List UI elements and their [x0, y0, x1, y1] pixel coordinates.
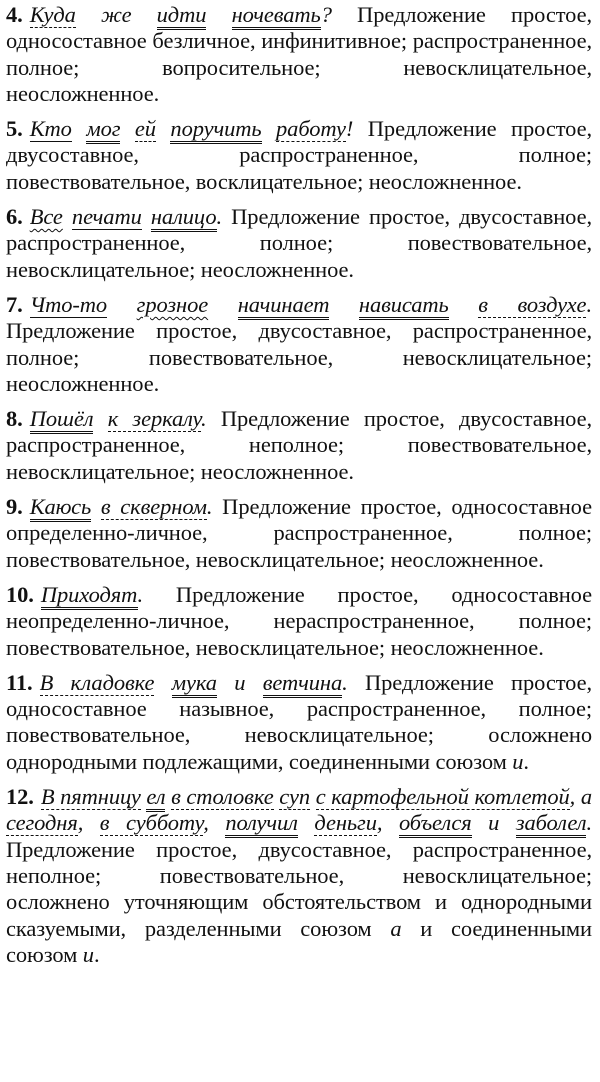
example-sentence [6, 784, 592, 838]
sentence-part [91, 494, 101, 519]
item-number: 4. [6, 2, 23, 27]
exercise-item [6, 116, 592, 195]
sentence-part: . [137, 581, 144, 607]
sentence-part: . [342, 669, 348, 695]
sentence-part: в субботу [99, 810, 204, 836]
sentence-part: В кладовке [39, 669, 155, 695]
sentence-part: грозное [136, 291, 209, 317]
item-number: 9. [6, 494, 23, 520]
sentence-part: В пятницу [40, 784, 141, 810]
conjunction: а [390, 915, 402, 941]
sentence-part [262, 116, 276, 141]
example-sentence [30, 292, 592, 320]
exercise-item [6, 204, 592, 283]
item-number: 11. [6, 669, 33, 695]
sentence-part: . [201, 406, 207, 432]
item-number: 12. [6, 784, 34, 810]
sentence-part: , [77, 810, 100, 836]
sentence-part [142, 204, 151, 229]
sentence-part: начинает [238, 292, 330, 320]
sentence-part: Приходят [41, 582, 138, 610]
item-number: 5. [6, 116, 23, 142]
sentence-part: Кто [29, 116, 72, 142]
sentence-part: объелся [399, 810, 472, 838]
analysis-text: Предложение простое, односоставное назывное, распространенное, полное; повествовательное, невосклицательное; осложнено однородными подлежащими, соединенными союзом [6, 669, 593, 774]
example-sentence [30, 2, 332, 30]
item-number: 10. [6, 581, 34, 607]
analysis-text: Предложение простое, двусоставное, распространенное, неполное; повествовательное, невосклицательное; осложнено уточняющим обстоятельством и однородными сказуемыми, разделенными союзом [6, 836, 592, 941]
sentence-part [449, 292, 479, 317]
exercise-item [6, 670, 592, 775]
sentence-part: заболел [516, 810, 587, 838]
sentence-part [208, 292, 238, 317]
sentence-part [131, 2, 156, 27]
sentence-part: сегодня [6, 810, 78, 836]
sentence-part [298, 810, 315, 835]
analysis-text-tail: и соединенными союзом [6, 915, 592, 967]
analysis-text: Предложение простое, односоставное неопределенно-личное, нераспространенное, полное; повествовательное, невосклицательное; неосложненное. [6, 581, 592, 660]
example-sentence [30, 406, 207, 434]
sentence-part [72, 116, 86, 141]
analysis-text-tail: . [523, 748, 529, 774]
sentence-part: , [569, 784, 581, 810]
sentence-part [63, 204, 72, 229]
sentence-part: с картофельной котлетой [315, 784, 570, 810]
sentence-part: получил [225, 810, 298, 838]
sentence-part: Пошёл [30, 406, 94, 434]
sentence-part [93, 406, 107, 431]
example-sentence [41, 582, 143, 610]
sentence-part: Все [29, 204, 63, 230]
exercise-item [6, 582, 592, 661]
sentence-part: , [203, 810, 226, 836]
sentence-part [76, 2, 101, 27]
sentence-part: налицо [151, 204, 217, 232]
sentence-part: в воздухе [478, 291, 587, 317]
exercise-item [6, 292, 592, 397]
sentence-part: . [216, 204, 223, 230]
sentence-part: нависать [359, 292, 449, 320]
analysis-text: Предложение простое, двусоставное, распространенное, полное; повествовательное, восклицательное; неосложненное. [6, 116, 592, 194]
exercise-item [6, 494, 592, 573]
sentence-part [154, 670, 171, 695]
analysis-text: Предложение простое, двусоставное, распространенное, неполное; повествовательное, невосклицательное; неосложненное. [6, 406, 592, 484]
sentence-part: ей [134, 116, 156, 142]
sentence-part: к зеркалу [107, 406, 202, 432]
example-sentence [30, 494, 213, 522]
sentence-part: и [471, 810, 516, 836]
sentence-part [329, 292, 359, 317]
sentence-part: . [586, 810, 592, 836]
item-number: 7. [6, 291, 23, 317]
sentence-part: , [376, 810, 399, 836]
sentence-part [206, 2, 231, 27]
item-number: 8. [6, 406, 23, 432]
sentence-part: . [586, 291, 592, 317]
analysis-text: Предложение простое, односоставное определенно-личное, распространенное, полное; повествовательное, невосклицательное; неосложненное. [6, 494, 592, 572]
sentence-part: Куда [29, 2, 76, 27]
sentence-part [107, 292, 137, 317]
example-sentence [30, 204, 222, 232]
sentence-part: ветчина [263, 670, 342, 698]
sentence-part: ел [146, 784, 165, 812]
sentence-part: работу [276, 116, 346, 142]
sentence-part [120, 116, 134, 141]
analysis-text: Предложение простое, двусоставное, распространенное, полное; повествовательное, невосклицательное; неосложненное. [6, 204, 592, 282]
sentence-part: в скверном [100, 494, 207, 520]
sentence-part: печати [71, 204, 142, 230]
sentence-part [156, 116, 170, 141]
exercise-item [6, 784, 592, 968]
sentence-part: и [216, 669, 263, 695]
sentence-part: поручить [170, 116, 261, 144]
conjunction: и [512, 748, 524, 774]
sentence-part [310, 784, 316, 809]
exercise-item [6, 406, 592, 485]
sentence-part: мог [86, 116, 120, 144]
sentence-part: суп [279, 784, 311, 810]
item-number: 6. [6, 204, 23, 230]
sentence-part: а [580, 784, 592, 810]
sentence-part: Каюсь [30, 494, 92, 522]
example-sentence [30, 116, 354, 144]
sentence-part: ! [345, 116, 354, 142]
conjunction: и [82, 941, 94, 967]
analysis-text: Предложение простое, двусоставное, распространенное, полное; повествовательное, невосклицательное; неосложненное. [6, 318, 592, 396]
example-sentence [40, 670, 348, 698]
sentence-part: . [206, 494, 213, 520]
exercise-item [6, 2, 592, 107]
analysis-text: Предложение простое, односоставное безличное, инфинитивное; распространенное, полное; вопросительное; невосклицательное, неосложненное. [6, 2, 592, 106]
sentence-part: мука [172, 670, 217, 698]
sentence-part: идти [157, 2, 207, 30]
sentence-part: же [101, 2, 132, 27]
sentence-part: ночевать [232, 2, 321, 30]
sentence-part: ? [320, 2, 332, 27]
analysis-text-tail: . [93, 941, 100, 967]
sentence-part: в столовке [171, 784, 274, 810]
sentence-part: деньги [314, 810, 377, 836]
sentence-part: Что-то [29, 291, 108, 317]
